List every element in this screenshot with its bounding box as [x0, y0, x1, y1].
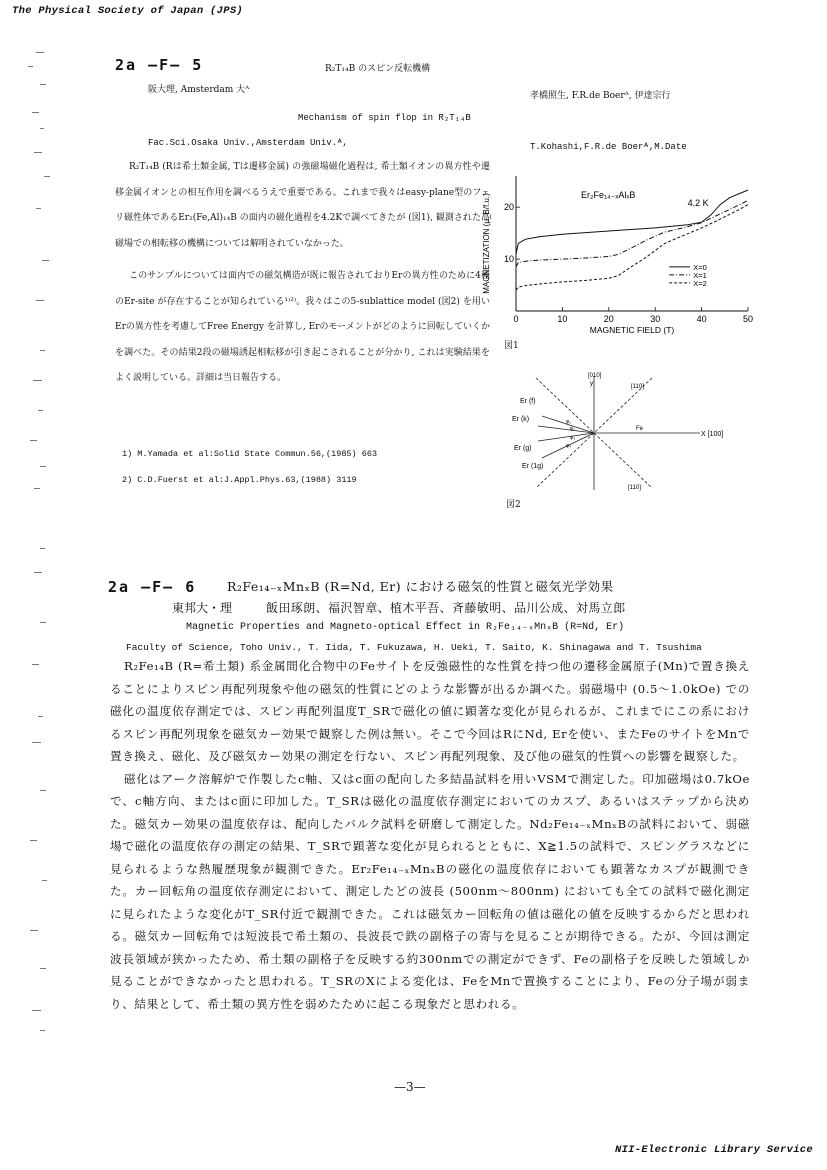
- chart-y-tick-label: 20: [503, 202, 514, 213]
- margin-scan-marks: [0, 0, 60, 1100]
- fig2-angle-label: φ₂: [570, 426, 576, 432]
- chart-x-tick-label: 20: [603, 314, 614, 324]
- chart-x-tick-label: 30: [650, 314, 661, 324]
- chart-x-tick-label: 40: [696, 314, 707, 324]
- section2-paragraph: R₂Fe₁₄B (R=希土類) 系金属間化合物中のFeサイトを反強磁性的な性質を持つ他の遷移金属原子(Mn)で置き換えることによりスピン再配列現象や他の磁気的性質にどのような影響が出るか調べた。弱磁場中 (0.5～1.0kOe) での磁化の温度依存測定では、スピン再配列温度T_SRで磁化の値に顕著な変化が見られるが、これまでにこの系におけるスピン再配列現象を磁気カー効果で観察した例は無い。そこで今回はRにNd, Erを使い、またFeのサイトをMnで置き換え、磁化、及び磁気カー効果の測定を行ない、スピン再配列現象、及び他の磁気的性質への影響を観察した。: [110, 659, 750, 763]
- fig2-angle-label: φ₁: [566, 419, 571, 425]
- section1-affil-ja: 阪大理, Amsterdam 大ᴬ: [148, 85, 250, 95]
- reference-item: 2) C.D.Fuerst et al:J.Appl.Phys.63,(1988) 3119: [122, 475, 357, 485]
- chart-y-label: MAGNETIZATION (μ_B/f.u.): [482, 193, 491, 294]
- fig2-label-er-1g: Er (1g): [522, 463, 544, 470]
- chart-series-line: [516, 200, 748, 267]
- chart-legend-label: X=0: [693, 262, 707, 272]
- section1-paragraph: R₂T₁₄B (Rは希土類金属, Tは遷移金属) の強磁場磁化過程は, 希土類イオンの異方性や遷移金属イオンとの相互作用を調べるうえで重要である。これまで我々はeasy-plane型のフェリ磁性体であるEr₂(Fe,Al)₁₄B の面内の磁化過程を4.2Kで調べてきたが (図1), 観測された高磁場での相転移の機構については解明されていなかった。: [115, 162, 490, 249]
- reference-item: 1) M.Yamada et al:Solid State Commun.56,(1985) 663: [122, 449, 378, 459]
- chart-x-tick-label: 10: [557, 314, 568, 324]
- chart-x-tick-label: 0: [513, 314, 519, 324]
- fig2-label-er-k: Er (k): [512, 416, 530, 423]
- section1-paragraph: このサンプルについては面内での磁気構造が既に報告されておりErの異方性のために4種のEr-site が存在することが知られている¹⁾²⁾。我々はこの5-sublattice model (図2) を用いErの異方性を考慮してFree Energy を計算し, Erのモーメントがどのように回転していくかを調べた。その結果2段の磁場誘起相転移が引き起こされることが分かり, これは実験結果をよく説明している。詳細は当日報告する。: [115, 271, 490, 383]
- section2-title-en: Magnetic Properties and Magneto-optical Effect in R₂Fe₁₄₋ₓMnₓB (R=Nd, Er): [186, 622, 625, 633]
- section2-affil-ja: 東邦大・理: [172, 601, 233, 615]
- section1-authors-en: T.Kohashi,F.R.de Boerᴬ,M.Date: [530, 142, 687, 152]
- chart-x-label: MAGNETIC FIELD (T): [589, 325, 675, 335]
- chart-legend-label: X=2: [693, 278, 707, 288]
- chart-annotation: 4.2 K: [687, 198, 709, 208]
- section1-id: 2a —F— 5: [115, 56, 204, 74]
- section2-title-ja: R₂Fe₁₄₋ₓMnₓB (R=Nd, Er) における磁気的性質と磁気光学効果: [227, 579, 614, 594]
- fig2-label-010: [010]: [588, 373, 602, 379]
- section2-body: [110, 655, 750, 1015]
- figure1-chart: [480, 160, 770, 340]
- fig2-angle-label: φ₄: [566, 443, 572, 449]
- fig2-label-110-upper: [110]: [631, 384, 644, 390]
- journal-header: The Physical Society of Japan (JPS): [12, 5, 244, 17]
- fig2-label-fe: Fe: [636, 426, 644, 432]
- figure2-diagram: [500, 368, 750, 498]
- chart-legend-label: X=1: [693, 270, 707, 280]
- footer-service: NII-Electronic Library Service: [614, 1144, 813, 1156]
- section1-authors-ja: 孝橋照生, F.R.de Boerᴬ, 伊達宗行: [530, 91, 671, 101]
- fig2-angle-label: φ₃: [570, 435, 576, 441]
- section1-affil-en: Fac.Sci.Osaka Univ.,Amsterdam Univ.ᴬ,: [148, 138, 348, 148]
- fig2-label-y: y: [590, 380, 594, 387]
- page-number: —3—: [394, 1080, 426, 1094]
- section2-affil-en: Faculty of Science, Toho Univ., T. Iida, T. Fukuzawa, H. Ueki, T. Saito, K. Shinagawa and T. Tsushima: [126, 642, 702, 653]
- fig2-label-x: X [100]: [701, 431, 724, 438]
- section2-id: 2a —F— 6: [108, 578, 197, 596]
- chart-y-tick-label: 10: [503, 254, 514, 265]
- fig2-label-er-f: Er (f): [520, 398, 536, 405]
- section1-title-ja: R₂T₁₄B のスピン反転機構: [325, 64, 431, 74]
- figure2-caption: 図2: [506, 500, 521, 510]
- chart-x-tick-label: 50: [742, 314, 754, 324]
- section1-body: [115, 155, 490, 392]
- fig2-lines: [536, 376, 700, 490]
- fig2-label-110-lower: [110]: [628, 485, 641, 491]
- section2-paragraph: 磁化はアーク溶解炉で作製したc軸、又はc面の配向した多結晶試料を用いVSMで測定した。印加磁場は0.7kOeで、c軸方向、またはc面に印加した。T_SRは磁化の温度依存測定においてのカスプ、あるいはステップから決めた。磁気カー効果の温度依存は、配向したバルク試料を研磨して測定した。Nd₂Fe₁₄₋ₓMnₓBの試料において、弱磁場で磁化の温度依存の測定の結果、T_SRで顕著な変化が見られるとともに、X≧1.5の試料で、スピングラスなどに見られるような熱履歴現象が観測できた。Er₂Fe₁₄₋ₓMnₓBの磁化の温度依存においても顕著なカスプが観測できた。カー回転角の温度依存測定において、測定したどの波長 (500nm～800nm) においても全ての試料で磁化測定に見られたような変化がT_SR付近で観測できた。これは磁気カー回転角の値は磁化の値を反映するからだと思われる。磁気カー回転角では短波長で希土類の、長波長で鉄の副格子の寄与を見ることが期待できる。たが、今回は測定波長領域が狭かったため、希土類の副格子を反映する約300nmでの測定ができず、Feの副格子を反映した領域しか見ることができなかったと思われる。T_SRのXによる変化は、FeをMnで置換することにより、Feの分子場が弱まり、結果として、希土類の異方性を弱めたために起こる現象だと思われる。: [110, 771, 750, 1011]
- figure1-caption: 図1: [504, 341, 519, 351]
- fig2-er-k-vector: [538, 426, 594, 433]
- section1-title-en: Mechanism of spin flop in R₂T₁₄B: [298, 113, 471, 123]
- fig2-label-er-g: Er (g): [514, 445, 532, 452]
- chart-title: Er₂Fe₁₄₋ₓAlₓB: [580, 190, 636, 200]
- chart-plot-area: [482, 176, 753, 335]
- section2-authors-ja: 飯田琢朗、福沢智章、植木平吾、斉藤敏明、品川公成、対馬立郎: [266, 601, 626, 615]
